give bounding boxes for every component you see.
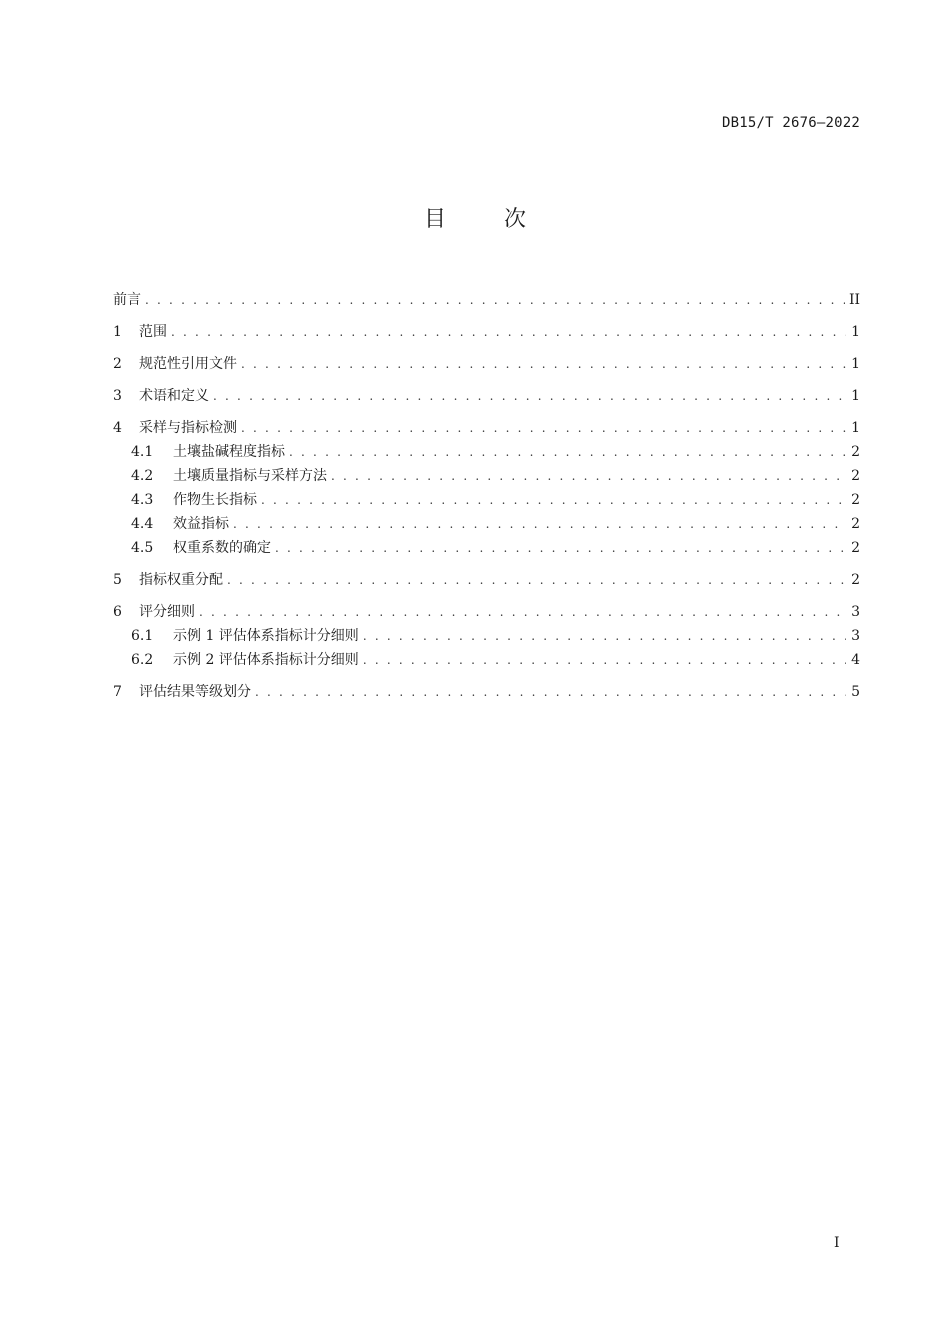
toc-entry-number: 2 xyxy=(113,356,122,372)
toc-entry-label: 评分细则 xyxy=(139,604,195,620)
toc-leader-dots xyxy=(199,600,846,624)
toc-entry-page: II xyxy=(848,292,860,308)
toc-entry-page: 1 xyxy=(851,324,860,340)
toc-leader-dots xyxy=(241,416,846,440)
toc-entry-foreword[interactable] xyxy=(113,288,860,312)
toc-entry-page: 5 xyxy=(851,684,860,700)
toc-entry-page: 3 xyxy=(851,628,860,644)
table-of-contents xyxy=(113,288,860,704)
toc-entry-6-2[interactable] xyxy=(113,648,860,672)
toc-entry-number: 4.1 xyxy=(131,444,154,460)
toc-entry-page: 1 xyxy=(851,356,860,372)
toc-leader-dots xyxy=(331,464,846,488)
toc-entry-label: 示例 2 评估体系指标计分细则 xyxy=(173,652,359,668)
toc-entry-number: 4 xyxy=(113,420,122,436)
toc-entry-4-5[interactable] xyxy=(113,536,860,560)
toc-entry-number: 4.3 xyxy=(131,492,154,508)
toc-leader-dots xyxy=(289,440,846,464)
toc-entry-4[interactable] xyxy=(113,416,860,440)
toc-leader-dots xyxy=(213,384,846,408)
toc-entry-number: 7 xyxy=(113,684,122,700)
toc-entry-page: 2 xyxy=(851,572,860,588)
page-number: I xyxy=(834,1235,840,1251)
toc-leader-dots xyxy=(275,536,846,560)
toc-leader-dots xyxy=(145,288,845,312)
toc-title-char-2: 次 xyxy=(504,207,527,232)
toc-entry-6-1[interactable] xyxy=(113,624,860,648)
toc-entry-page: 2 xyxy=(851,468,860,484)
toc-entry-label: 作物生长指标 xyxy=(173,492,257,508)
toc-entry-label: 前言 xyxy=(113,292,141,308)
toc-entry-label: 范围 xyxy=(139,324,167,340)
toc-entry-5[interactable] xyxy=(113,568,860,592)
toc-entry-label: 术语和定义 xyxy=(139,388,209,404)
toc-entry-4-3[interactable] xyxy=(113,488,860,512)
toc-entry-2[interactable] xyxy=(113,352,860,376)
toc-entry-number: 3 xyxy=(113,388,122,404)
toc-entry-4-2[interactable] xyxy=(113,464,860,488)
toc-entry-number: 6 xyxy=(113,604,122,620)
toc-entry-number: 6.1 xyxy=(131,628,154,644)
document-code: DB15/T 2676—2022 xyxy=(721,115,860,131)
toc-entry-label: 示例 1 评估体系指标计分细则 xyxy=(173,628,359,644)
toc-leader-dots xyxy=(233,512,846,536)
toc-entry-number: 5 xyxy=(113,572,122,588)
toc-entry-number: 6.2 xyxy=(131,652,154,668)
toc-entry-label: 采样与指标检测 xyxy=(139,420,237,436)
toc-entry-label: 土壤质量指标与采样方法 xyxy=(173,468,327,484)
toc-entry-3[interactable] xyxy=(113,384,860,408)
toc-entry-label: 土壤盐碱程度指标 xyxy=(173,444,285,460)
toc-entry-page: 2 xyxy=(851,444,860,460)
toc-leader-dots xyxy=(363,648,846,672)
toc-entry-1[interactable] xyxy=(113,320,860,344)
toc-leader-dots xyxy=(261,488,846,512)
toc-entry-label: 规范性引用文件 xyxy=(139,356,237,372)
toc-entry-number: 1 xyxy=(113,324,122,340)
toc-leader-dots xyxy=(255,680,846,704)
toc-entry-label: 权重系数的确定 xyxy=(173,540,271,556)
toc-title xyxy=(0,202,950,233)
toc-leader-dots xyxy=(241,352,846,376)
toc-entry-label: 评估结果等级划分 xyxy=(139,684,251,700)
toc-entry-number: 4.5 xyxy=(131,540,154,556)
toc-entry-page: 2 xyxy=(851,516,860,532)
toc-entry-page: 2 xyxy=(851,540,860,556)
toc-entry-4-1[interactable] xyxy=(113,440,860,464)
toc-entry-4-4[interactable] xyxy=(113,512,860,536)
toc-entry-page: 4 xyxy=(851,652,860,668)
toc-entry-page: 3 xyxy=(851,604,860,620)
toc-entry-6[interactable] xyxy=(113,600,860,624)
toc-entry-number: 4.4 xyxy=(131,516,154,532)
toc-entry-label: 效益指标 xyxy=(173,516,229,532)
toc-entry-page: 1 xyxy=(851,388,860,404)
toc-leader-dots xyxy=(363,624,846,648)
toc-leader-dots xyxy=(171,320,846,344)
toc-title-char-1: 目 xyxy=(423,207,446,232)
toc-leader-dots xyxy=(227,568,846,592)
toc-entry-page: 2 xyxy=(851,492,860,508)
toc-entry-label: 指标权重分配 xyxy=(139,572,223,588)
toc-entry-7[interactable] xyxy=(113,680,860,704)
toc-entry-page: 1 xyxy=(851,420,860,436)
toc-entry-number: 4.2 xyxy=(131,468,154,484)
